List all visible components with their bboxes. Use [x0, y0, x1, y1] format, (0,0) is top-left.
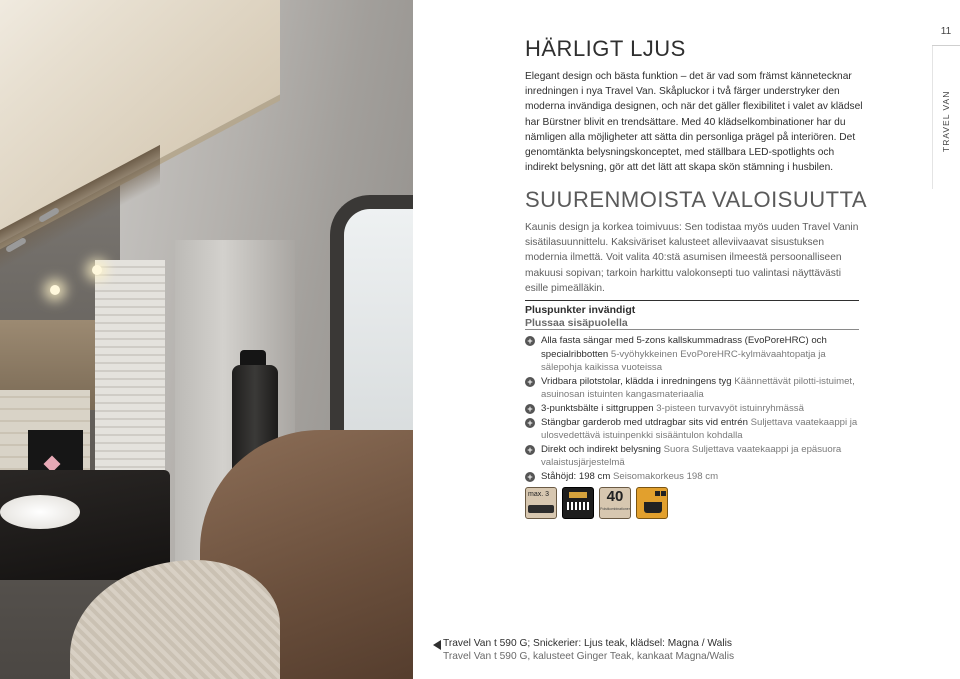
feature-swedish: Alla fasta sängar med 5-zons kallskummadrass (EvoPoreHRC) och specialribbotten: [541, 335, 827, 360]
heading-finnish: SUURENMOISTA VALOISUUTTA: [525, 187, 868, 212]
caption-finnish: Travel Van t 590 G, kalusteet Ginger Teak, kankaat Magna/Walis: [443, 650, 735, 662]
photo-window-blind: [95, 260, 165, 490]
list-item: [525, 334, 865, 375]
section-tab-label: TRAVEL VAN: [941, 90, 951, 152]
caption-arrow-icon: [433, 640, 441, 650]
body-swedish: Elegant design och bästa funktion – det är vad som främst kännetecknar inredningen i nya Travel Van. Skåpluckor i två färger understryker den moderna invändiga designen, och när det gäller flexibilitet i valet av klädsel har Bürstner blivit en trendsättare. Med 40 klädselkombinationer har du nämligen alla möjligheter att sätta din personliga prägel på interiören. Det genomtänkta belysningskonceptet, med ställbara LED-spotlights och indirekt belysning, gör att det lätt att skapa skön stämning i husbilen.: [525, 71, 863, 174]
feature-icons: [525, 487, 668, 519]
highlights-title-finnish: Plussaa sisäpuolella: [525, 317, 628, 329]
highlights-list: [525, 334, 865, 484]
feature-swedish: Direkt och indirekt belysning: [541, 443, 661, 455]
kitchen-burner: [655, 491, 660, 496]
feature-finnish: 3-pisteen turvavyöt istuinryhmässä: [656, 402, 804, 414]
section-tab: [932, 46, 960, 189]
photo-plate: [0, 495, 80, 529]
mattress-icon-label: max. 3: [528, 491, 550, 498]
feature-finnish: Seisomakorkeus 198 cm: [613, 470, 719, 482]
mattress-icon: [525, 487, 557, 519]
slatted-base-slats: [567, 502, 589, 510]
plus-icon: +: [525, 418, 535, 428]
plus-icon: +: [525, 404, 535, 414]
upholstery-sublabel: Polstkombinationer: [600, 507, 630, 511]
feature-swedish: 3-punktsbälte i sittgruppen: [541, 402, 654, 414]
list-item: [525, 375, 865, 402]
feature-swedish: Vridbara pilotstolar, klädda i inredningens tyg: [541, 375, 732, 387]
kitchen-pot: [644, 502, 662, 513]
plus-icon: +: [525, 445, 535, 455]
feature-finnish: Suora Suljettava vaatekaappi ja epäsuora valaistusjärjestelmä: [541, 443, 842, 469]
upholstery-combinations-icon: [599, 487, 631, 519]
slatted-base-icon: [562, 487, 594, 519]
upholstery-count: 40: [606, 488, 624, 505]
body-finnish: Kaunis design ja korkea toimivuus: Sen todistaa myös uuden Travel Vanin sisätilasuunnittelu. Kaksiväriset kalusteet alleviivaavat sisustuksen modernia ilmettä. Voit valita 40:stä asumisen ilmeestä persoonalliseen makuusi sopivan; tarkoin harkittu valokonsepti tuo valintasi näyttävästi esille pimeälläkin.: [525, 222, 859, 294]
feature-finnish: Käännettävät pilotti-istuimet, asuinosan istuinten kangasmateriaalia: [541, 375, 855, 401]
highlights-title-swedish: Pluspunkter invändigt: [525, 304, 636, 316]
list-item: [525, 402, 865, 416]
heading-swedish: HÄRLIGT LJUS: [525, 36, 686, 61]
photo-led-spotlight: [50, 285, 60, 295]
feature-finnish: Suljettava vaatekaappi ja ulosvedettävä istuinpenkki sisääntulon kohdalla: [541, 416, 858, 442]
feature-swedish: Stängbar garderob med utdragbar sits vid entrén: [541, 416, 748, 428]
plus-icon: +: [525, 472, 535, 482]
page-number: 11: [932, 18, 960, 46]
slatted-base-cap: [569, 492, 587, 498]
caption-swedish: Travel Van t 590 G; Snickerier: Ljus teak, klädsel: Magna / Walis: [443, 638, 732, 649]
highlights-rule-top: [525, 300, 859, 301]
photo-caption: [433, 638, 734, 663]
kitchen-icon: [636, 487, 668, 519]
feature-swedish: Ståhöjd: 198 cm: [541, 470, 611, 482]
photo-led-spotlight: [92, 265, 102, 275]
plus-icon: +: [525, 336, 535, 346]
feature-finnish: 5-vyöhykkeinen EvoPoreHRC-kylmävaahtopatja ja sälepohja kaikissa vuoteissa: [541, 348, 826, 374]
interior-photo: [0, 0, 413, 679]
highlights-rule-bottom: [525, 329, 859, 330]
list-item: [525, 470, 865, 484]
plus-icon: +: [525, 377, 535, 387]
list-item: [525, 443, 865, 470]
kitchen-burner: [661, 491, 666, 496]
mattress-shape: [528, 505, 554, 513]
list-item: [525, 416, 865, 443]
